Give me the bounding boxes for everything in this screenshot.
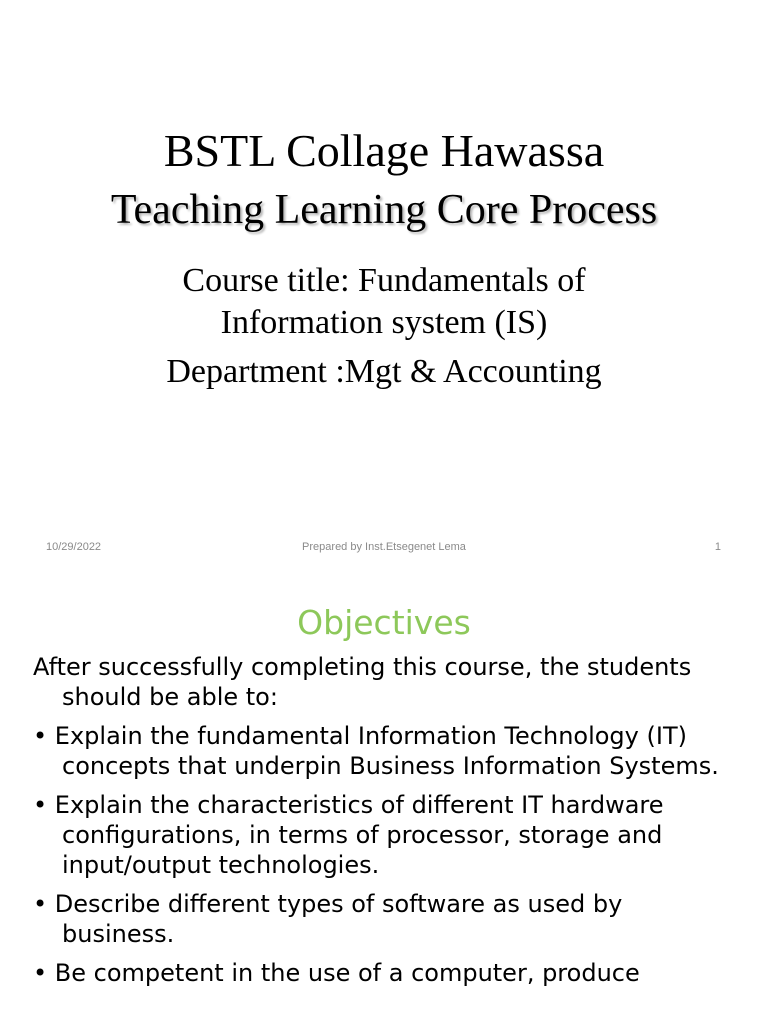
footer-date: 10/29/2022: [46, 541, 102, 553]
objective-bullet-4: [33, 958, 733, 988]
bullet-dot-icon: •: [33, 722, 48, 750]
bullet-dot-icon: •: [33, 791, 48, 819]
objectives-intro: After successfully completing this course, the students should be able to:: [33, 653, 692, 711]
footer-page-number: 1: [714, 541, 721, 553]
objective-text: Describe different types of software as used by business.: [54, 890, 623, 948]
college-title: BSTL Collage Hawassa: [163, 125, 605, 176]
slide-2: [0, 576, 768, 1024]
footer-prepared-by: Prepared by Inst.Etsegenet Lema: [302, 541, 466, 553]
objectives-heading: Objectives: [297, 603, 471, 642]
objective-text: Be competent in the use of a computer, produce: [54, 959, 640, 987]
course-title: Course title: Fundamentals of Information system (IS): [182, 262, 586, 341]
objective-bullet-2: [33, 790, 733, 880]
objective-bullet-3: [33, 889, 733, 949]
objective-bullet-1: [33, 721, 733, 781]
process-title: Teaching Learning Core Process: [110, 187, 658, 233]
department-label: Department :Mgt & Accounting: [166, 353, 602, 390]
bullet-dot-icon: •: [33, 890, 48, 918]
objective-text: Explain the characteristics of different IT hardware configurations, in terms of processor, storage and input/output technologies.: [54, 791, 664, 879]
objectives-body: [33, 652, 733, 997]
objective-text: Explain the fundamental Information Technology (IT) concepts that underpin Business Information Systems.: [54, 722, 719, 780]
bullet-dot-icon: •: [33, 959, 48, 987]
